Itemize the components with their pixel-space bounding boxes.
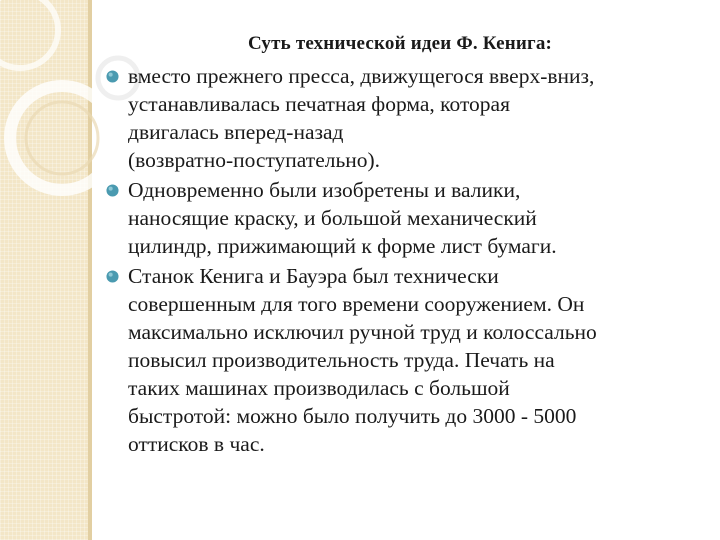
bullet-line: цилиндр, прижимающий к форме лист бумаги. — [128, 234, 557, 258]
bullet-line: совершенным для того времени сооружением. Он — [128, 292, 585, 316]
bullet-line: повысил производительность труда. Печать на — [128, 348, 555, 372]
decorative-ring-top — [0, 0, 58, 68]
bullet-item — [104, 262, 704, 458]
bullet-line: вместо прежнего пресса, движущегося вверх-вниз, — [128, 64, 595, 88]
bullet-line: устанавливалась печатная форма, которая — [128, 92, 510, 116]
bullet-line: наносящие краску, и большой механический — [128, 206, 537, 230]
decorative-ring-inner — [26, 102, 98, 174]
bullet-line: Станок Кенига и Бауэра был технически — [128, 264, 499, 288]
bullet-icon — [106, 270, 119, 283]
bullet-line: быстротой: можно было получить до 3000 - 5000 — [128, 404, 577, 428]
bullet-item — [104, 62, 704, 174]
bullet-line: оттисков в час. — [128, 432, 265, 456]
bullet-line: таких машинах производилась с большой — [128, 376, 510, 400]
bullet-line: максимально исключил ручной труд и колоссально — [128, 320, 597, 344]
bullet-line: (возвратно-поступательно). — [128, 148, 381, 172]
bullet-icon — [106, 70, 119, 83]
slide-title: Суть технической идеи Ф. Кенига: — [247, 33, 553, 54]
bullet-icon — [106, 184, 119, 197]
bullet-list — [104, 62, 704, 460]
bullet-line: Одновременно были изобретены и валики, — [128, 178, 521, 202]
bullet-line: двигалась вперед-назад — [128, 120, 344, 144]
bullet-item — [104, 176, 704, 260]
